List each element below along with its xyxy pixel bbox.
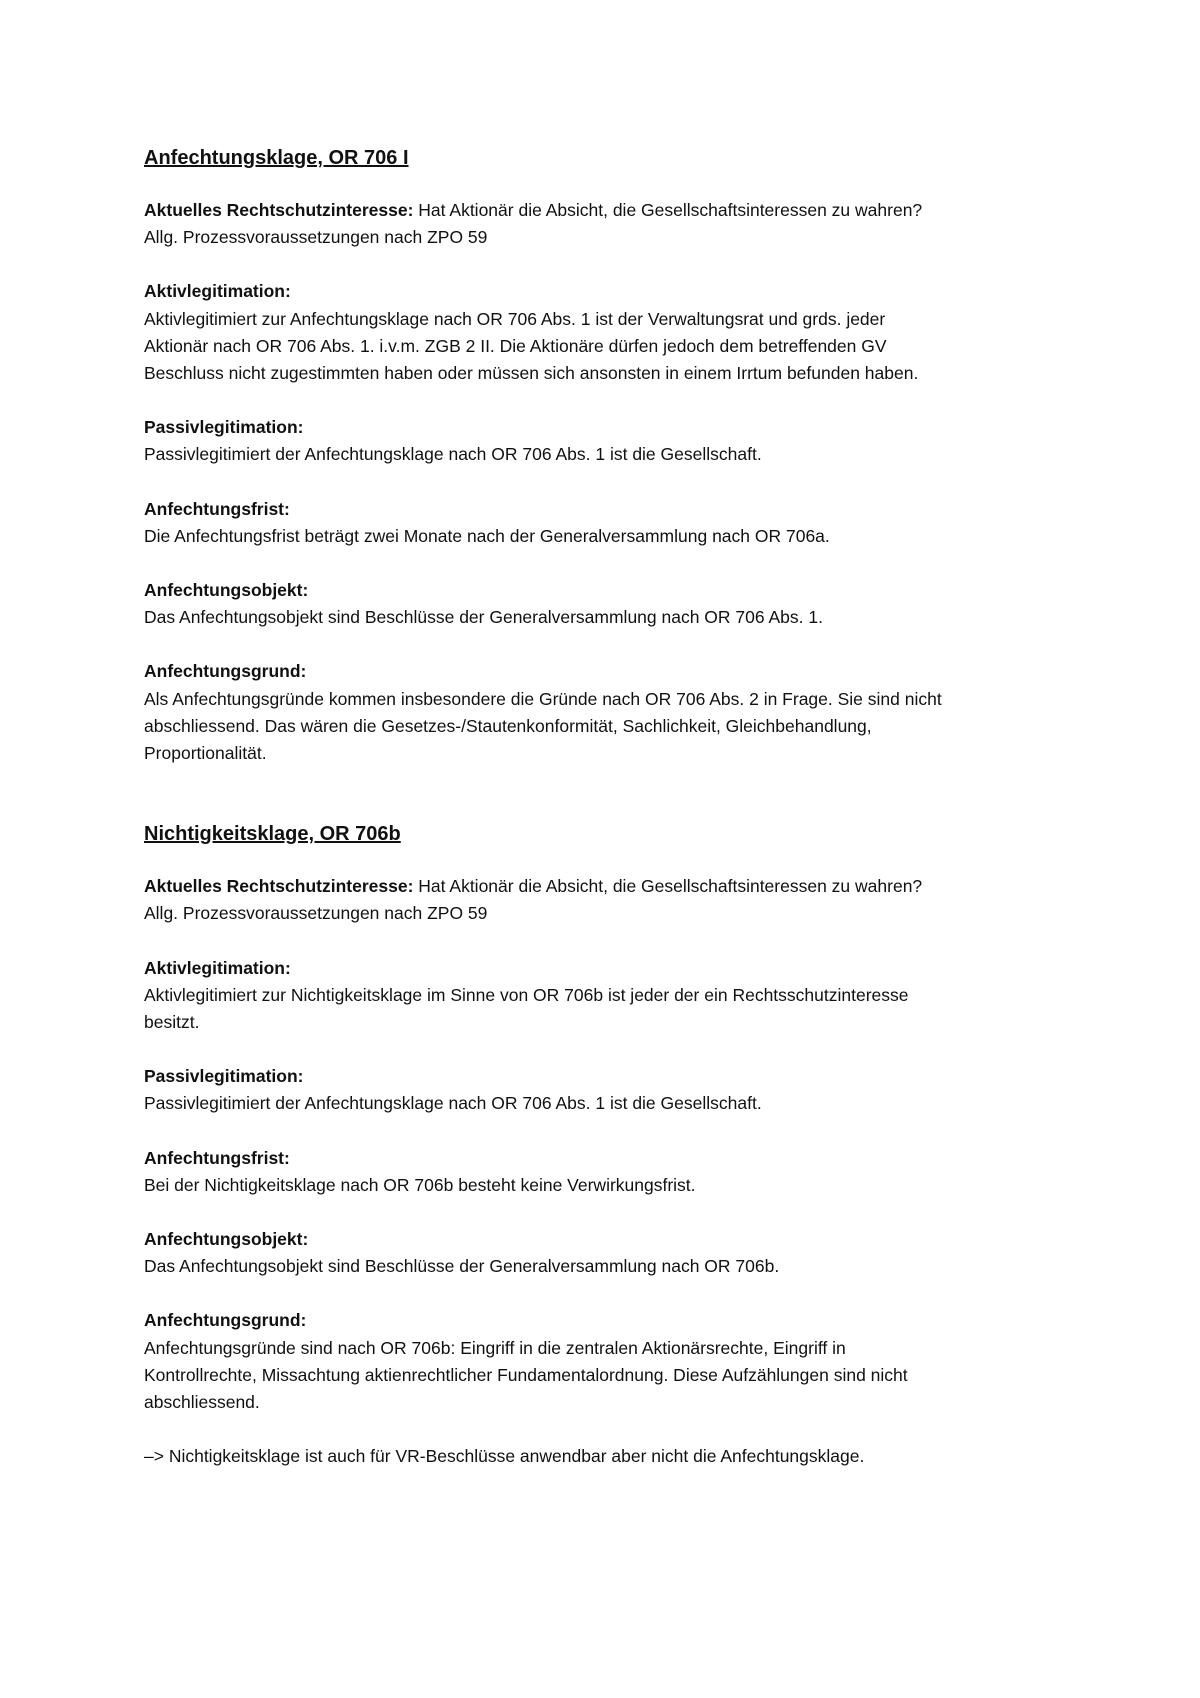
paragraph-line: Passivlegitimiert der Anfechtungsklage nach OR 706 Abs. 1 ist die Gesellschaft.	[144, 1093, 762, 1114]
interest-line: Allg. Prozessvoraussetzungen nach ZPO 59	[144, 227, 488, 248]
paragraph-line: Proportionalität.	[144, 743, 267, 764]
paragraph-line: Kontrollrechte, Missachtung aktienrechtlicher Fundamentalordnung. Diese Aufzählungen sind nicht	[144, 1364, 908, 1385]
section-anfechtungsklage	[144, 144, 1084, 767]
aktivlegitimation-label: Aktivlegitimation:	[144, 281, 291, 302]
anfechtungsgrund-block	[144, 658, 1084, 767]
paragraph-line: abschliessend. Das wären die Gesetzes-/Stautenkonformität, Sachlichkeit, Gleichbehandlung,	[144, 715, 872, 736]
anfechtungsfrist-label: Anfechtungsfrist:	[144, 498, 290, 519]
anfechtungsgrund-label: Anfechtungsgrund:	[144, 661, 307, 682]
anfechtungsfrist-block	[144, 1145, 1084, 1199]
anfechtungsobjekt-block	[144, 1226, 1084, 1280]
anfechtungsobjekt-label: Anfechtungsobjekt:	[144, 580, 309, 601]
aktivlegitimation-block	[144, 955, 1084, 1037]
section-nichtigkeitsklage	[144, 820, 1084, 1470]
passivlegitimation-label: Passivlegitimation:	[144, 417, 304, 438]
interest-block	[144, 197, 1084, 251]
paragraph-line: Aktivlegitimiert zur Nichtigkeitsklage im Sinne von OR 706b ist jeder der ein Rechtsschutzinteresse	[144, 984, 909, 1005]
final-note-block	[144, 1443, 1084, 1470]
passivlegitimation-block	[144, 1063, 1084, 1117]
interest-text: Hat Aktionär die Absicht, die Gesellschaftsinteressen zu wahren?	[413, 876, 923, 897]
anfechtungsgrund-label: Anfechtungsgrund:	[144, 1310, 307, 1331]
paragraph-line: besitzt.	[144, 1012, 200, 1033]
anfechtungsobjekt-block	[144, 577, 1084, 631]
section-title: Anfechtungsklage, OR 706 I	[144, 147, 409, 169]
paragraph-line: Anfechtungsgründe sind nach OR 706b: Eingriff in die zentralen Aktionärsrechte, Eingriff in	[144, 1337, 846, 1358]
paragraph-line: Aktivlegitimiert zur Anfechtungsklage nach OR 706 Abs. 1 ist der Verwaltungsrat und grds. jeder	[144, 308, 886, 329]
section-spacer	[144, 794, 1084, 820]
interest-text: Hat Aktionär die Absicht, die Gesellschaftsinteressen zu wahren?	[413, 200, 923, 220]
paragraph-line: Die Anfechtungsfrist beträgt zwei Monate nach der Generalversammlung nach OR 706a.	[144, 525, 830, 546]
anfechtungsfrist-label: Anfechtungsfrist:	[144, 1147, 290, 1168]
passivlegitimation-label: Passivlegitimation:	[144, 1066, 304, 1087]
document-page	[144, 144, 1084, 1498]
interest-label: Aktuelles Rechtschutzinteresse:	[144, 876, 414, 897]
section-title: Nichtigkeitsklage, OR 706b	[144, 823, 401, 846]
paragraph-line: Das Anfechtungsobjekt sind Beschlüsse der Generalversammlung nach OR 706b.	[144, 1256, 780, 1277]
paragraph-line: Aktionär nach OR 706 Abs. 1. i.v.m. ZGB 2 II. Die Aktionäre dürfen jedoch dem betreffenden GV	[144, 335, 887, 356]
anfechtungsobjekt-label: Anfechtungsobjekt:	[144, 1229, 309, 1250]
interest-line: Allg. Prozessvoraussetzungen nach ZPO 59	[144, 903, 488, 924]
aktivlegitimation-label: Aktivlegitimation:	[144, 957, 291, 978]
paragraph-line: Beschluss nicht zugestimmten haben oder müssen sich ansonsten in einem Irrtum befunden haben.	[144, 363, 919, 384]
interest-block	[144, 873, 1084, 927]
interest-label: Aktuelles Rechtschutzinteresse:	[144, 200, 414, 220]
anfechtungsfrist-block	[144, 496, 1084, 550]
paragraph-line: Das Anfechtungsobjekt sind Beschlüsse der Generalversammlung nach OR 706 Abs. 1.	[144, 607, 823, 628]
aktivlegitimation-block	[144, 278, 1084, 387]
paragraph-line: Passivlegitimiert der Anfechtungsklage nach OR 706 Abs. 1 ist die Gesellschaft.	[144, 444, 762, 465]
final-note: –> Nichtigkeitsklage ist auch für VR-Beschlüsse anwendbar aber nicht die Anfechtungsklage.	[144, 1446, 865, 1467]
paragraph-line: Als Anfechtungsgründe kommen insbesondere die Gründe nach OR 706 Abs. 2 in Frage. Sie sind nicht	[144, 688, 942, 709]
passivlegitimation-block	[144, 414, 1084, 468]
paragraph-line: Bei der Nichtigkeitsklage nach OR 706b besteht keine Verwirkungsfrist.	[144, 1174, 696, 1195]
paragraph-line: abschliessend.	[144, 1392, 260, 1413]
anfechtungsgrund-block	[144, 1307, 1084, 1416]
